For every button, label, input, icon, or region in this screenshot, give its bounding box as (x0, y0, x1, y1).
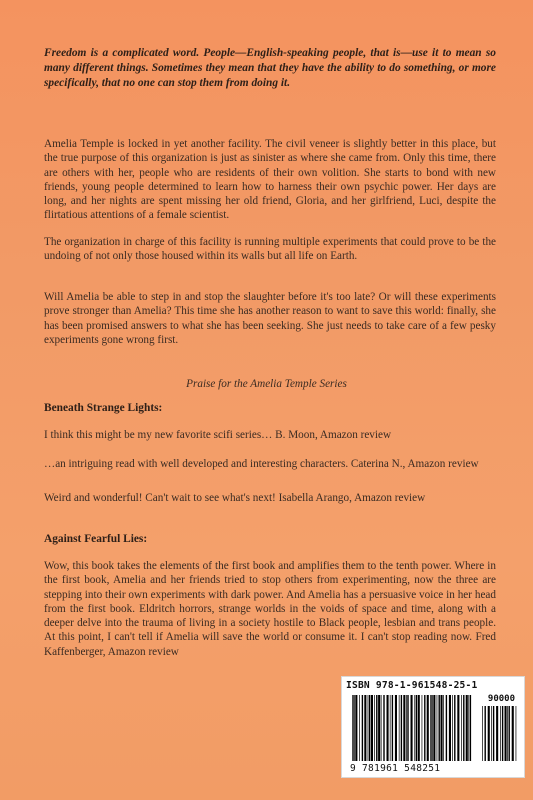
praise-section-title: Praise for the Amelia Temple Series (186, 378, 347, 390)
barcode-bar (376, 695, 377, 761)
barcode-bar (383, 695, 384, 761)
barcode-bar (496, 706, 498, 761)
blurb-paragraph-1: Amelia Temple is locked in yet another facility. The civil veneer is slightly better in this place, but the true purpose of this organization is just as sinister as where she came from. Only this time, there are others with her, people who are residents of their own volition. She starts to bond with new friends, young people determined to learn how to harness their own psychic power. Her days are long, and her nights are spent missing her old friend, Gloria, and her girlfriend, Luci, despite the flirtatious attentions of a female scientist. (44, 138, 496, 222)
barcode-bar (411, 695, 413, 761)
barcode-bar (500, 706, 501, 761)
review-item: I think this might be my new favorite scifi series… B. Moon, Amazon review (44, 429, 392, 441)
barcode-bar (403, 695, 405, 761)
barcode-bar (371, 695, 373, 761)
barcode-bar (463, 695, 464, 761)
barcode-bar (443, 695, 444, 761)
barcode-bars (352, 695, 472, 761)
barcode-addon-bars (482, 706, 518, 761)
barcode-bar (505, 706, 507, 761)
barcode-bar (439, 695, 440, 761)
barcode-bar (427, 695, 429, 761)
barcode-bar (353, 695, 354, 761)
review-item: Weird and wonderful! Can't wait to see what's next! Isabella Arango, Amazon review (44, 492, 426, 504)
barcode-bar (414, 695, 415, 761)
blurb-paragraph-2: The organization in charge of this facility is running multiple experiments that could prove to be the undoing of not only those housed within its walls but all life on Earth. (44, 236, 496, 263)
barcode-bar (493, 706, 494, 761)
barcode-bar (449, 695, 451, 761)
barcode-bar (488, 706, 490, 761)
barcode-bar (512, 706, 514, 761)
barcode-bar (352, 695, 353, 761)
barcode-bar (390, 695, 391, 761)
barcode-bar (485, 706, 486, 761)
isbn-barcode (341, 676, 525, 778)
barcode-bar (381, 695, 382, 761)
barcode-bar (468, 695, 469, 761)
barcode-bar (491, 706, 492, 761)
barcode-bar (454, 695, 455, 761)
barcode-bar (407, 695, 408, 761)
barcode-bar (374, 695, 375, 761)
barcode-bar (364, 695, 366, 761)
barcode-bar (470, 695, 471, 761)
barcode-bar (355, 695, 357, 761)
barcode-bar (482, 706, 483, 761)
barcode-bar (378, 695, 380, 761)
barcode-bar (502, 706, 503, 761)
barcode-bar (457, 695, 459, 761)
barcode-bar (507, 706, 508, 761)
blurb-lead-quote: Freedom is a complicated word. People—English-speaking people, that is—use it to mean so many different things. Sometimes they mean that they have the ability to do something, or more specifically, that no one can stop them from doing it. (44, 47, 496, 90)
review-item: Wow, this book takes the elements of the first book and amplifies them to the tenth power. Where in the first book, Amelia and her friends tried to stop others from experimenting, now the three are stepping into their own experiments with dark power. And Amelia has a persuasive voice in her head from the first book. Eldritch horrors, strange worlds in the voids of space and time, along with a deeper delve into the trauma of living in a society hostile to Black people, lesbian and trans people. At this point, I can't tell if Amelia will save the world or consume it. I can't stop reading now. Fred Kaffenberger, Amazon review (44, 560, 496, 658)
barcode-bar (430, 695, 431, 761)
barcode-bar (461, 695, 462, 761)
barcode-bar (368, 695, 369, 761)
barcode-bar (433, 695, 435, 761)
barcode-bar (359, 695, 360, 761)
barcode-bar (424, 695, 425, 761)
book-2-heading: Against Fearful Lies: (44, 533, 148, 545)
barcode-bar (392, 695, 393, 761)
barcode-bar (401, 695, 402, 761)
barcode-bar (452, 695, 453, 761)
barcode-bar (416, 695, 417, 761)
barcode-bar (446, 695, 447, 761)
blurb-paragraph-3: Will Amelia be able to step in and stop the slaughter before it's too late? Or will these experiments prove stronger than Amelia? This time she has another reason to want to save this world: finally, she has been promised answers to what she has been seeking. She just needs to take care of a few pesky experiments gone wrong first. (44, 291, 496, 346)
barcode-bar (387, 695, 389, 761)
barcode-bar (441, 695, 443, 761)
barcode-bar (509, 706, 510, 761)
barcode-bar (395, 695, 397, 761)
barcode-bar (466, 695, 468, 761)
barcode-bar (406, 695, 407, 761)
ean-digits: 9 781961 548251 (350, 763, 441, 774)
barcode-bar (369, 695, 370, 761)
barcode-bar (431, 695, 432, 761)
barcode-bar (422, 695, 423, 761)
review-item: …an intriguing read with well developed and interesting characters. Caterina N., Amazon review (44, 458, 479, 470)
barcode-bar (362, 695, 363, 761)
barcode-bar (437, 695, 438, 761)
isbn-label: ISBN 978-1-961548-25-1 (346, 680, 478, 691)
barcode-bar (418, 695, 420, 761)
book-1-heading: Beneath Strange Lights: (44, 402, 163, 414)
barcode-bar (399, 695, 400, 761)
barcode-bar (516, 706, 517, 761)
price-code: 90000 (487, 694, 515, 704)
